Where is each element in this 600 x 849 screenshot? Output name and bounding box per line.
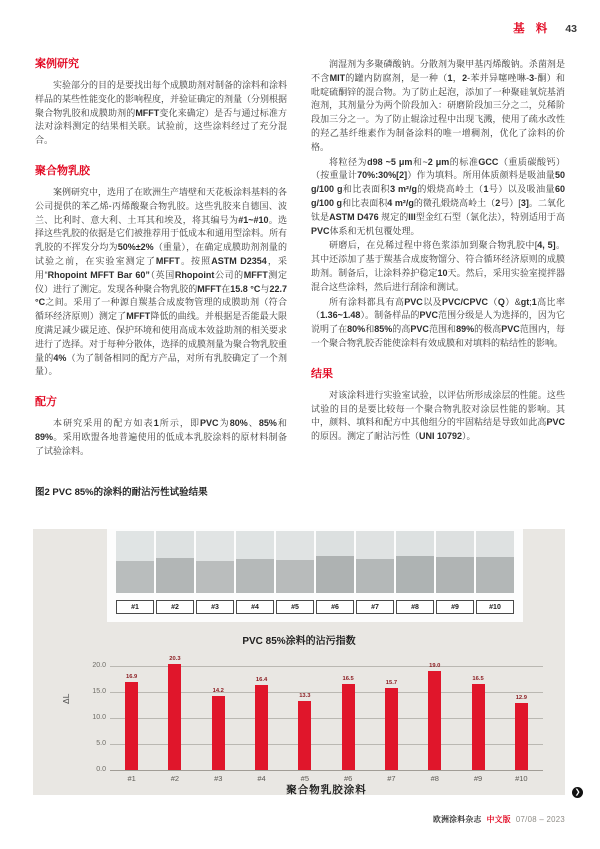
swatch-label: #8 [396, 600, 434, 614]
bar [298, 701, 311, 770]
swatch-label: #5 [276, 600, 314, 614]
swatch-photo [156, 531, 194, 593]
page-number: 43 [565, 23, 577, 35]
journal-name: 欧洲涂料杂志 [432, 815, 482, 824]
sample-swatch [396, 531, 434, 620]
x-tick-label: #5 [300, 774, 310, 783]
bar [472, 684, 485, 770]
sample-swatch [356, 531, 394, 620]
bar-value-label: 16.5 [472, 676, 484, 683]
y-axis-label: ΔL [61, 693, 71, 704]
sample-swatch [276, 531, 314, 620]
x-tick-label: #2 [170, 774, 180, 783]
bar [515, 703, 528, 770]
paragraph: 将粒径为d98 ~5 μm和~2 μm的标准GCC（重质碳酸钙）（按重量计70%:30%[2]）作为填料。所用体质颜料是吸油量50 g/100 g和比表面积3 m²/g的煅烧高岭土（1号）以及吸油量60 g/100 g和比表面积4 m²/g的微孔煅烧高岭土（2号）[3]。二氧化钛是ASTM D476 规定的III型金红石型（氯化法），特别适用于高PVC体系和无机包覆处理。 [311, 156, 565, 236]
next-page-icon[interactable]: ❯ [572, 787, 583, 798]
edition-label: 中文版 [486, 815, 511, 824]
bar-value-label: 15.7 [385, 680, 398, 687]
bar-value-label: 13.3 [299, 692, 311, 699]
section-label: 基 料 [513, 23, 552, 35]
figure-2 [33, 529, 565, 795]
y-tick-label: 5.0 [96, 740, 106, 747]
x-tick-label: #1 [127, 774, 136, 783]
swatch-photo [116, 531, 154, 593]
stain-test-swatch-panel [107, 529, 523, 622]
bar [212, 696, 225, 770]
y-tick-label: 15.0 [92, 688, 106, 695]
heading-case-study: 案例研究 [35, 58, 79, 70]
paragraph: 润湿剂为多聚磷酸钠。分散剂为聚甲基丙烯酸钠。杀菌剂是不含MIT的罐内防腐剂，是一种（1，2-苯并异噻唑啉-3-酮）和吡啶硫酮锌的混合物。为了防止起泡，添加了一种聚硅氧烷基消泡剂，其剂量分为两个阶段加入：研磨阶段加三分之二，兑稀阶段加三分之一。为了防止辊涂过程中出现飞溅，使用了疏水改性的羟乙基纤维素作为制备涂料的唯一增稠剂，优化了涂料的价格。 [311, 59, 565, 152]
swatch-label: #2 [156, 600, 194, 614]
bar-value-label: 16.9 [125, 674, 138, 681]
swatch-label: #9 [436, 600, 474, 614]
swatch-label: #7 [356, 600, 394, 614]
issue-date: 07/08 – 2023 [515, 815, 565, 824]
swatch-photo [396, 531, 434, 593]
stain-chart [92, 656, 543, 783]
sample-swatch [436, 531, 474, 620]
page-header [513, 20, 577, 36]
bar-value-label: 16.4 [255, 676, 268, 683]
bar-value-label: 14.2 [212, 688, 224, 695]
paragraph: 案例研究中，选用了在欧洲生产墙壁和天花板涂料基料的各公司提供的苯乙烯-丙烯酸聚合物乳胶。这些乳胶来自德国、波兰、比利时、意大利、土耳其和埃及，将其编号为#1~#10。选择这些乳胶的依据是它们被推荐用于低成本和通用型涂料。所有乳胶的不挥发分均为50%±2%（重量），在确定成膜助剂剂量的试验之前，在实验室测定了MFFT。按照ASTM D2354，采用“Rhopoint MFFT Bar 60”（英国Rhopoint公司的MFFT测定仪）进行了测定。发现各种聚合物乳胶的MFFT在15.8 °C与22.7 °C之间。采用了一种源自羰基合成废物管理的成膜助剂（符合循环经济原则）测定了MFFT降低的曲线。并根据是否能最大限度满足减少碳足迹、保护环境和使用高成本效益助剂的相关要求进行了选择。对于每种分散体，选择的成膜剂量为聚合物乳胶重量的4%（为了制备相同的配方产品，对所有乳胶确定了一个剂量）。 [35, 186, 288, 377]
swatch-label: #6 [316, 600, 354, 614]
swatch-label: #10 [476, 600, 514, 614]
bar [428, 671, 441, 770]
y-tick-label: 20.0 [92, 662, 106, 669]
paragraph: 所有涂料都具有高PVC以及PVC/CPVC（Q）&gt;1高比率（1.36~1.48）。制备样品的PVC范围分级是人为选择的，因为它说明了在80%和85%的高PVC范围和89%的极高PVC范围内，每一个聚合物乳胶否能使涂料有效成膜和对填料的粘结性的影响。 [311, 296, 565, 348]
bar-value-label: 16.5 [342, 676, 354, 683]
x-tick-label: #7 [387, 774, 396, 783]
swatch-photo [356, 531, 394, 593]
page-footer [433, 814, 565, 825]
right-column [311, 58, 565, 445]
bar-value-label: 12.9 [515, 694, 527, 701]
swatch-photo [476, 531, 514, 593]
y-tick-label: 0.0 [96, 766, 106, 773]
swatch-photo [316, 531, 354, 593]
figure-caption: 图2 PVC 85%的涂料的耐沾污性试验结果 [35, 487, 208, 498]
left-column [35, 58, 287, 460]
sample-swatch [476, 531, 514, 620]
swatch-label: #1 [116, 600, 154, 614]
x-tick-label: #6 [343, 774, 353, 783]
swatch-photo [236, 531, 274, 593]
heading-results: 结果 [311, 367, 333, 380]
bar [342, 684, 355, 770]
x-axis-label: 聚合物乳胶涂料 [286, 784, 367, 796]
heading-polymer-latex: 聚合物乳胶 [35, 164, 90, 177]
paragraph: 研磨后，在兑稀过程中将色浆添加到聚合物乳胶中[4, 5]。其中还添加了基于羰基合成废物馏分、符合循环经济原则的成膜助剂。制备后，让涂料养护稳定10天。然后，采用实验室搅拌器混合这些涂料，然后进行刮涂和测试。 [311, 240, 565, 292]
sample-swatch [316, 531, 354, 620]
gridline [110, 770, 543, 771]
paragraph: 本研究采用的配方如表1所示，即PVC为80%、85%和89%。采用欧盟各地普遍使用的低成本乳胶涂料的原材料制备了试验涂料。 [35, 418, 287, 456]
x-tick-label: #8 [430, 774, 439, 783]
swatch-photo [436, 531, 474, 593]
y-tick-label: 10.0 [92, 714, 106, 721]
bar [125, 682, 138, 770]
x-tick-label: #4 [257, 774, 266, 783]
x-tick-label: #10 [515, 774, 528, 783]
paragraph: 实验部分的目的是要找出每个成膜助剂对制备的涂料和涂料样品的某些性能变化的影响程度，并验证确定的剂量（分别根据聚合物乳胶和成膜助剂的MFFT变化来确定）是否与通过标准方法对涂料测定的结果相关联。试验前，这些涂料经过了充分混合。 [35, 80, 288, 146]
sample-swatch [196, 531, 234, 620]
swatch-label: #3 [196, 600, 234, 614]
swatch-label: #4 [236, 600, 274, 614]
paragraph: 对该涂料进行实验室试验，以评估所形成涂层的性能。这些试验的目的是要比较每一个聚合物乳胶对涂层性能的影响。其中，颜料、填料和配方中其他组分的牢固粘结是导致如此高PVC的原因。测定了耐沾污性（UNI 10792）。 [311, 389, 565, 442]
heading-formulation: 配方 [35, 396, 57, 409]
bar [168, 664, 181, 770]
chart-title: PVC 85%涂料的沾污指数 [242, 636, 356, 647]
sample-swatch [236, 531, 274, 620]
sample-swatch [116, 531, 154, 620]
bar [385, 688, 398, 770]
swatch-photo [196, 531, 234, 593]
bar-value-label: 19.0 [429, 663, 441, 670]
swatch-photo [276, 531, 314, 593]
bar-value-label: 20.3 [169, 656, 181, 663]
sample-swatch [156, 531, 194, 620]
x-tick-label: #9 [473, 774, 483, 783]
bar [255, 685, 268, 770]
x-tick-label: #3 [214, 774, 223, 783]
